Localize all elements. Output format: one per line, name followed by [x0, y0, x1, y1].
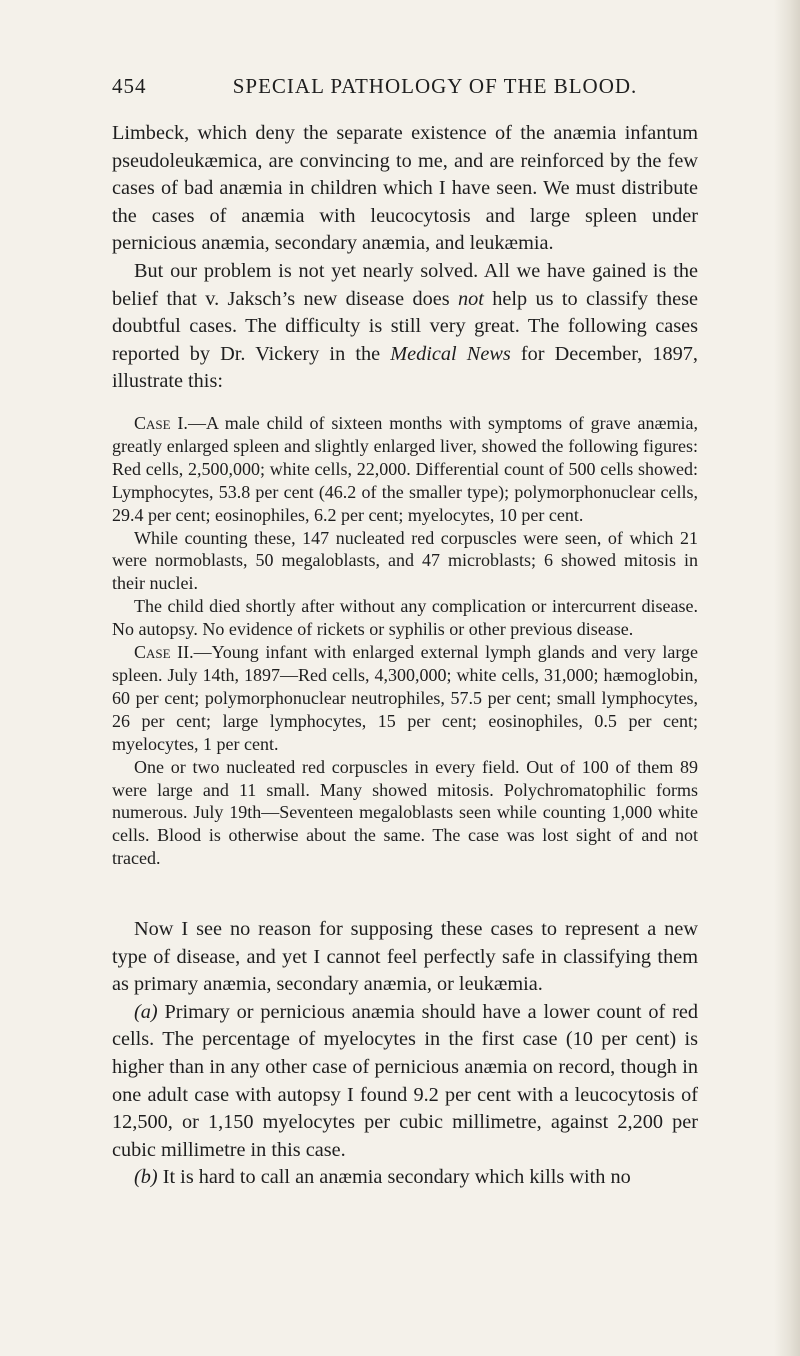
- conclusion-point-b: [112, 1164, 698, 1192]
- case-1-outcome: The child died shortly after without any complication or intercurrent disease. No autopsy. No evidence of rickets or syphilis or other previous disease.: [112, 596, 698, 640]
- case-2-paragraph: [112, 641, 698, 756]
- intro-p2-emphasis: not: [458, 287, 484, 310]
- case-reports: [112, 412, 698, 870]
- intro-paragraph-2: [112, 258, 698, 396]
- case-2-findings: One or two nucleated red corpuscles in every field. Out of 100 of them 89 were large and 11 small. Many showed mitosis. Polychromatophilic forms numerous. July 19th—Seventeen megaloblasts seen while counting 1,000 white cells. Blood is otherwise about the same. The case was lost sight of and not traced.: [112, 756, 698, 869]
- case-2-label: Case II.: [134, 642, 194, 663]
- page-header: [112, 74, 698, 108]
- case-1-text: —A male child of sixteen months with symptoms of grave anæmia, greatly enlarged spleen and slightly enlarged liver, showed the following figures: Red cells, 2,500,000; white cells, 22,000. Differential count of 500 cells showed: Lymphocytes, 53.8 per cent (46.2 of the smaller type); polymorphonuclear cells, 29.4 per cent; eosinophiles, 6.2 per cent; myelocytes, 10 per cent.: [112, 413, 699, 525]
- point-b-text: It is hard to call an anæmia secondary which kills with no: [157, 1166, 631, 1189]
- journal-name: Medical News: [390, 342, 511, 365]
- conclusion-section: [112, 916, 698, 1192]
- conclusion-paragraph-1: Now I see no reason for supposing these cases to represent a new type of disease, and yet I cannot feel perfectly safe in classifying them as primary anæmia, secondary anæmia, or leukæmia.: [112, 918, 698, 996]
- intro-p2-end: for December, 1897, illustrate this:: [112, 342, 698, 393]
- page-number: 454: [112, 74, 147, 98]
- case-1-counting: While counting these, 147 nucleated red corpuscles were seen, of which 21 were normoblasts, 50 megaloblasts, and 47 microblasts; 6 showed mitosis in their nuclei.: [112, 527, 698, 594]
- case-1-paragraph: [112, 412, 698, 527]
- case-2-text: —Young infant with enlarged external lymph glands and very large spleen. July 14th, 1897—Red cells, 4,300,000; white cells, 31,000; hæmoglobin, 60 per cent; polymorphonuclear neutrophiles, 57.5 per cent; small lymphocytes, 26 per cent; large lymphocytes, 15 per cent; eosinophiles, 0.5 per cent; myelocytes, 1 per cent.: [112, 642, 698, 754]
- point-a-text: Primary or pernicious anæmia should have a lower count of red cells. The percentage of myelocytes in the first case (10 per cent) is higher than in any other case of pernicious anæmia on record, though in one adult case with autopsy I found 9.2 per cent with a leucocytosis of 12,500, or 1,150 myelocytes per cubic millimetre, against 2,200 per cubic millimetre in this case.: [112, 1000, 698, 1161]
- intro-p2-after: help us to classify these doubtful cases. The difficulty is still very great. The following cases reported by Dr. Vickery in the: [112, 287, 699, 365]
- intro-paragraph-1: Limbeck, which deny the separate existence of the anæmia infantum pseudoleukæmica, are convincing to me, and are reinforced by the few cases of bad anæmia in children which I have seen. We must distribute the cases of anæmia with leucocytosis and large spleen under pernicious anæmia, secondary anæmia, and leukæmia.: [112, 122, 698, 255]
- point-a-label: (a): [134, 1000, 158, 1023]
- intro-section: [112, 120, 698, 396]
- intro-p2-before: But our problem is not yet nearly solved. All we have gained is the belief that v. Jaksch’s new disease does: [112, 259, 698, 310]
- running-title: SPECIAL PATHOLOGY OF THE BLOOD.: [232, 74, 638, 98]
- page-edge-shadow: [774, 0, 800, 1356]
- point-b-label: (b): [134, 1166, 158, 1189]
- case-1-label: Case I.: [134, 413, 188, 433]
- conclusion-point-a: [112, 999, 698, 1165]
